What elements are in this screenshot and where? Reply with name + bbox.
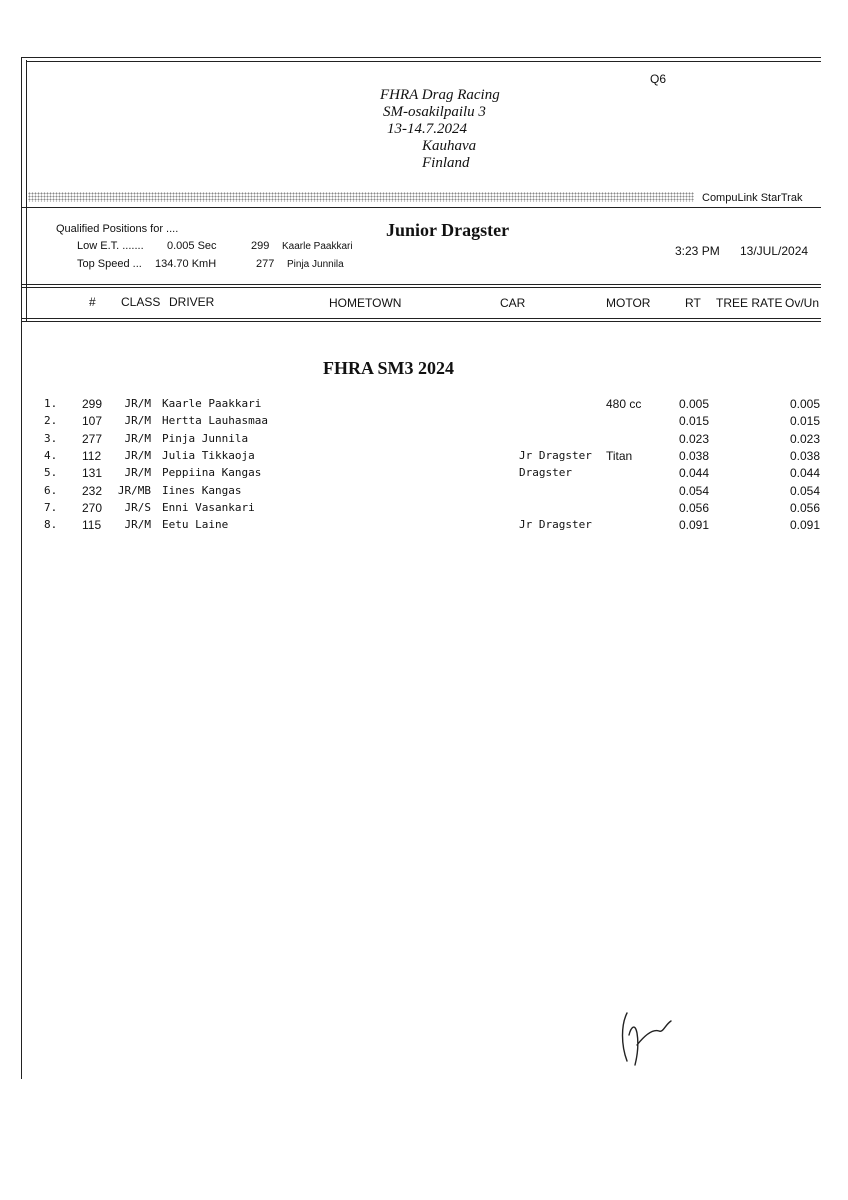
row-rt: 0.056 (679, 500, 710, 515)
col-tree-rate: TREE RATE (716, 296, 783, 310)
row-driver: Pinja Junnila (162, 431, 249, 445)
row-num: 107 (82, 414, 103, 429)
row-ovun: 0.005 (789, 397, 820, 411)
header-bottom-line-2 (21, 321, 821, 322)
section-title: FHRA SM3 2024 (323, 358, 455, 378)
row-ovun: 0.044 (789, 466, 820, 481)
header-top-line (21, 284, 821, 285)
band-line (21, 207, 821, 208)
row-num: 232 (82, 483, 103, 498)
event-subtitle: SM-osakilpailu 3 (383, 104, 486, 120)
row-class: JR/S (124, 500, 151, 514)
row-num: 277 (82, 431, 103, 446)
row-class: JR/MB (117, 483, 151, 497)
row-rt: 0.091 (679, 518, 710, 533)
row-ovun: 0.056 (789, 500, 820, 515)
top-border (21, 57, 821, 58)
col-motor: MOTOR (606, 296, 651, 310)
row-rt: 0.023 (679, 431, 710, 446)
dotted-band (28, 192, 694, 202)
row-driver: Eetu Laine (162, 518, 229, 532)
row-pos: 8. (44, 518, 58, 532)
row-num: 270 (82, 500, 103, 515)
row-car: Jr Dragster (519, 448, 592, 462)
qualified-label: Qualified Positions for .... (56, 223, 179, 235)
row-ovun: 0.023 (789, 431, 820, 446)
col-hometown: HOMETOWN (329, 296, 402, 310)
row-motor: Titan (606, 448, 633, 463)
page-code: Q6 (650, 72, 667, 86)
row-class: JR/M (124, 414, 151, 428)
row-ovun: 0.038 (789, 448, 820, 463)
event-country: Finland (422, 155, 470, 171)
row-pos: 4. (44, 448, 58, 462)
header-top-line-2 (21, 287, 821, 288)
row-class: JR/M (124, 518, 151, 532)
row-car: Dragster (519, 466, 572, 480)
row-rt: 0.005 (679, 397, 710, 411)
top-speed-driver: Pinja Junnila (287, 259, 344, 270)
print-date: 13/JUL/2024 (740, 244, 809, 258)
row-class: JR/M (124, 397, 151, 410)
row-driver: Julia Tikkaoja (162, 448, 255, 462)
signature (615, 1005, 675, 1067)
header-bottom-line (21, 318, 821, 319)
top-speed-value: 134.70 KmH (155, 258, 217, 270)
col-ovun: Ov/Un (785, 296, 820, 310)
low-et-label: Low E.T. ....... (77, 240, 144, 252)
top-border-inner (26, 61, 821, 62)
system-name: CompuLink StarTrak (702, 192, 803, 204)
top-speed-num: 277 (256, 258, 275, 270)
row-rt: 0.015 (679, 414, 710, 429)
row-class: JR/M (124, 466, 151, 480)
row-pos: 6. (44, 483, 58, 497)
left-border (21, 57, 22, 1079)
row-rt: 0.054 (679, 483, 710, 498)
row-driver: Hertta Lauhasmaa (162, 414, 268, 428)
row-driver: Enni Vasankari (162, 500, 255, 514)
row-num: 115 (82, 518, 102, 533)
row-pos: 2. (44, 414, 58, 428)
row-driver: Peppiina Kangas (162, 466, 262, 480)
row-num: 299 (82, 397, 103, 411)
left-border-inner (26, 60, 27, 322)
low-et-value: 0.005 Sec (167, 240, 217, 252)
print-time: 3:23 PM (675, 244, 720, 258)
event-city: Kauhava (422, 138, 477, 154)
class-title: Junior Dragster (386, 220, 510, 240)
col-class: CLASS (121, 295, 161, 309)
row-num: 131 (82, 466, 103, 481)
top-speed-label: Top Speed ... (77, 258, 142, 270)
col-driver: DRIVER (169, 295, 215, 309)
low-et-driver: Kaarle Paakkari (282, 241, 353, 252)
row-motor: 480 cc (606, 397, 642, 411)
row-ovun: 0.054 (789, 483, 820, 498)
row-driver: Iines Kangas (162, 483, 242, 497)
row-rt: 0.038 (679, 448, 710, 463)
row-pos: 5. (44, 466, 58, 480)
row-ovun: 0.091 (789, 518, 820, 533)
row-pos: 7. (44, 500, 58, 514)
col-rt: RT (685, 296, 701, 310)
row-ovun: 0.015 (789, 414, 820, 429)
event-title: FHRA Drag Racing (380, 87, 500, 103)
col-num: # (89, 295, 96, 309)
col-car: CAR (500, 296, 526, 310)
row-class: JR/M (124, 448, 151, 462)
row-pos: 1. (44, 397, 58, 410)
row-class: JR/M (124, 431, 151, 445)
row-driver: Kaarle Paakkari (162, 397, 262, 410)
row-pos: 3. (44, 431, 58, 445)
row-rt: 0.044 (679, 466, 710, 481)
row-num: 112 (82, 448, 102, 463)
row-car: Jr Dragster (519, 518, 592, 532)
event-dates: 13-14.7.2024 (387, 121, 467, 137)
low-et-num: 299 (251, 240, 270, 252)
